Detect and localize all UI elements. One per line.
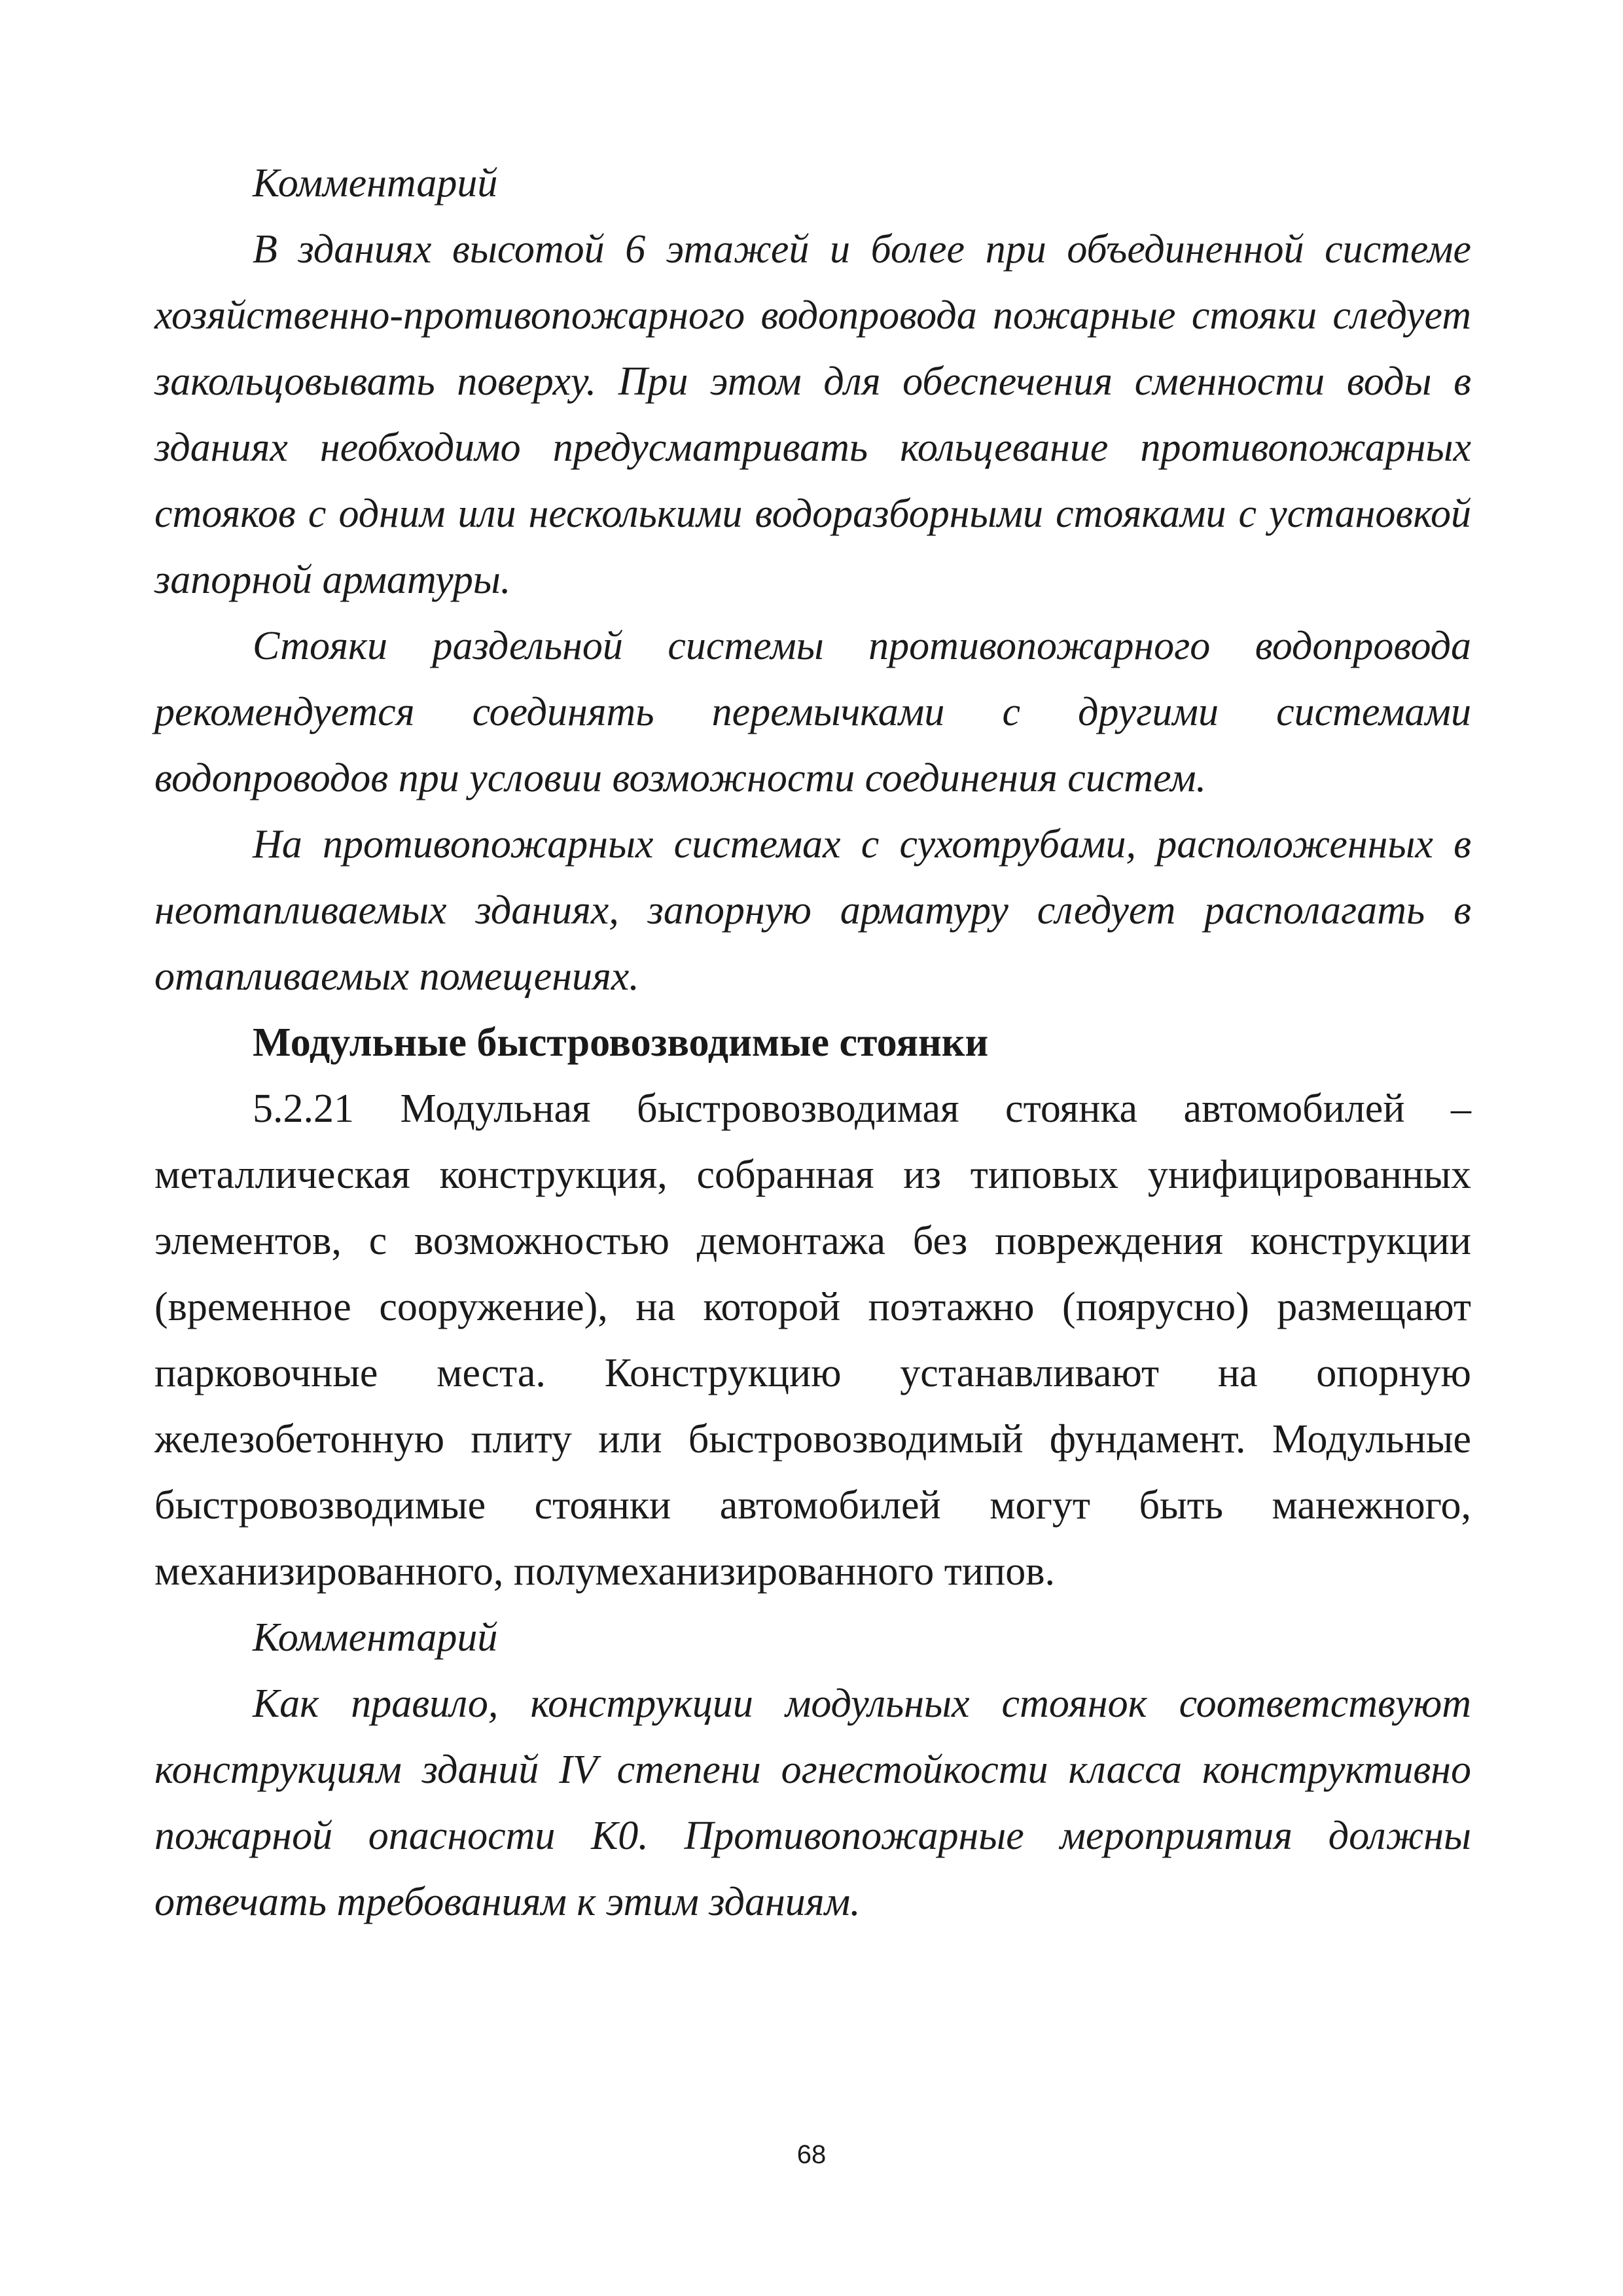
comment-paragraph: Как правило, конструкции модульных стоянок соответствуют конструкциям зданий IV степени огнестойкости класса конструктивно пожарной опасности К0. Противопожарные мероприятия должны отвечать требованиям к этим зданиям.	[154, 1681, 1471, 1924]
page-number: 68	[796, 2140, 827, 2169]
comment-paragraph: Стояки раздельной системы противопожарного водопровода рекомендуется соединять перемычками с другими системами водопроводов при условии возможности соединения систем.	[154, 624, 1471, 800]
clause-paragraph: 5.2.21 Модульная быстровозводимая стоянка автомобилей – металлическая конструкция, собранная из типовых унифицированных элементов, с возможностью демонтажа без повреждения конструкции (временное сооружение), на которой поэтажно (поярусно) размещают парковочные места. Конструкцию устанавливают на опорную железобетонную плиту или быстровозводимый фундамент. Модульные быстровозводимые стоянки автомобилей могут быть манежного, механизированного, полумеханизированного типов.	[154, 1086, 1471, 1594]
section-heading: Модульные быстровозводимые стоянки	[253, 1020, 989, 1065]
comment-label: Комментарий	[253, 1615, 498, 1660]
page-content	[154, 151, 1471, 1935]
comment-label: Комментарий	[253, 161, 498, 206]
comment-paragraph: На противопожарных системах с сухотрубами, расположенных в неотапливаемых зданиях, запорную арматуру следует располагать в отапливаемых помещениях.	[154, 822, 1471, 999]
comment-paragraph: В зданиях высотой 6 этажей и более при объединенной системе хозяйственно-противопожарного водопровода пожарные стояки следует закольцовывать поверху. При этом для обеспечения сменности воды в зданиях необходимо предусматривать кольцевание противопожарных стояков с одним или несколькими водоразборными стояками с установкой запорной арматуры.	[154, 227, 1471, 602]
